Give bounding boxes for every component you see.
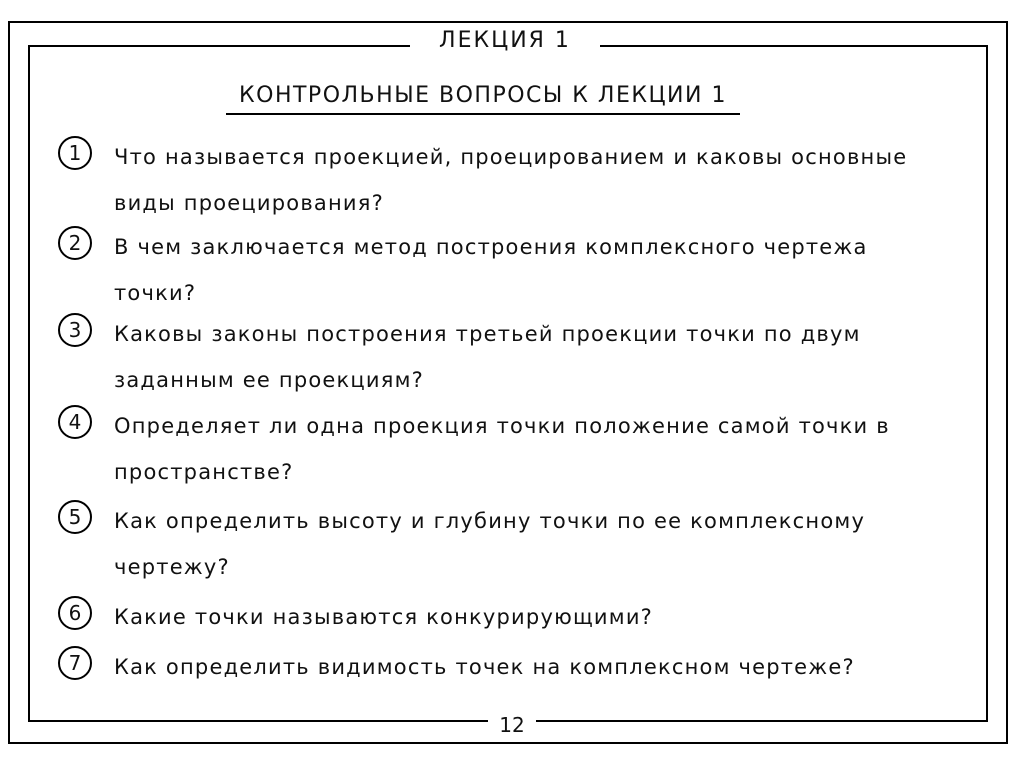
question-line: Каковы законы построения третьей проекции точки по двум <box>114 322 861 346</box>
question-line: виды проецирования? <box>114 191 384 215</box>
page-title: КОНТРОЛЬНЫЕ ВОПРОСЫ К ЛЕКЦИИ 1 <box>226 83 740 115</box>
question-number-badge: 5 <box>58 500 92 534</box>
lecture-label: ЛЕКЦИЯ 1 <box>410 24 600 58</box>
question-number-badge: 3 <box>58 313 92 347</box>
question-line: В чем заключается метод построения комплексного чертежа <box>114 235 868 259</box>
question-text <box>114 224 984 316</box>
question-line: точки? <box>114 281 197 305</box>
question-text <box>114 498 984 590</box>
question-text <box>114 311 984 403</box>
question-number-badge: 1 <box>58 136 92 170</box>
question-number-badge: 6 <box>58 596 92 630</box>
question-text <box>114 403 984 495</box>
question-line: заданным ее проекциям? <box>114 368 424 392</box>
page-number: 12 <box>488 708 536 742</box>
question-line: Какие точки называются конкурирующими? <box>114 605 654 629</box>
question-number-badge: 4 <box>58 405 92 439</box>
question-line: Что называется проекцией, проецированием и каковы основные <box>114 145 908 169</box>
question-text <box>114 644 984 690</box>
question-number-badge: 7 <box>58 646 92 680</box>
question-line: чертежу? <box>114 555 230 579</box>
question-line: Как определить видимость точек на комплексном чертеже? <box>114 655 855 679</box>
question-line: пространстве? <box>114 460 294 484</box>
question-text <box>114 134 984 226</box>
question-text <box>114 594 984 640</box>
question-line: Определяет ли одна проекция точки положение самой точки в <box>114 414 890 438</box>
question-number-badge: 2 <box>58 226 92 260</box>
question-line: Как определить высоту и глубину точки по ее комплексному <box>114 509 866 533</box>
